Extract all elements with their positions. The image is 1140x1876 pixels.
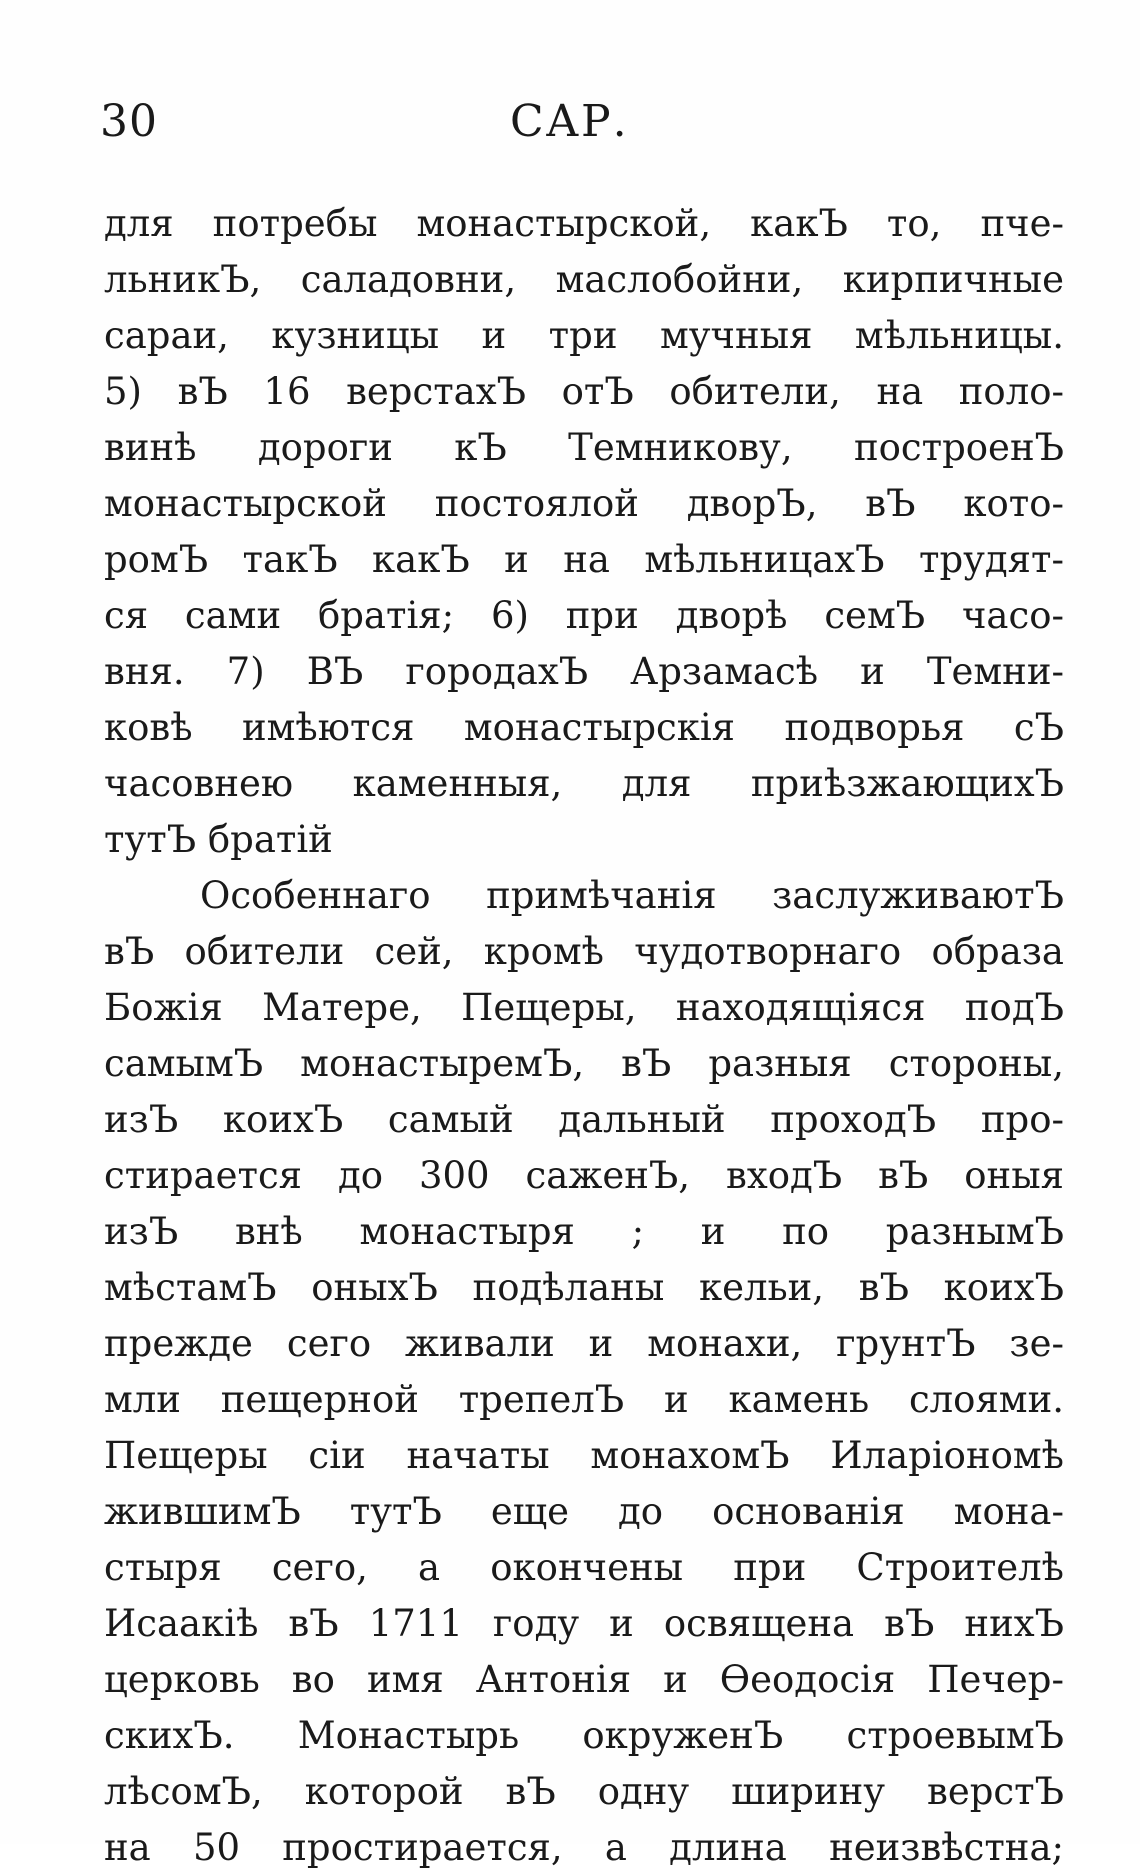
text-line: льникЪ, саладовни, маслобойни, кирпичные [104,258,1064,301]
text-line: на 50 простирается, а длина неизвѣстна; [104,1826,1064,1869]
text-line: вня. 7) ВЪ городахЪ Арзамасѣ и Темни- [104,650,1064,693]
text-line: изЪ внѣ монастыря ; и по разнымЪ [104,1210,1064,1253]
text-line: часовнею каменныя, для приѣзжающихЪ [104,762,1064,805]
body-text [104,196,1064,1876]
text-line: ся сами братія; 6) при дворѣ семЪ часо- [104,594,1064,637]
text-line: Божія Матере, Пещеры, находящіяся подЪ [104,986,1064,1029]
text-line: мли пещерной трепелЪ и камень слоями. [104,1378,1064,1421]
text-line: тутЪ братій [104,818,333,861]
text-line: стыря сего, а окончены при Строителѣ [104,1546,1064,1589]
text-line: ромЪ такЪ какЪ и на мѣльницахЪ трудят- [104,538,1064,581]
text-line: стирается до 300 саженЪ, входЪ вЪ оныя [104,1154,1064,1197]
text-line: Пещеры сіи начаты монахомЪ Иларіономѣ [104,1434,1064,1477]
text-line: сараи, кузницы и три мучныя мѣльницы. [104,314,1064,357]
paragraph-start-line: Особеннаго примѣчанія заслуживаютЪ [200,874,1064,917]
text-line: винѣ дороги кЪ Темникову, построенЪ [104,426,1064,469]
text-line: лѣсомЪ, которой вЪ одну ширину верстЪ [104,1770,1064,1813]
text-line: 5) вЪ 16 верстахЪ отЪ обители, на поло- [104,370,1064,413]
text-line: Исаакіѣ вЪ 1711 году и освящена вЪ нихЪ [104,1602,1064,1645]
text-line: скихЪ. Монастырь окруженЪ строевымЪ [104,1714,1064,1757]
text-line: прежде сего живали и монахи, грунтЪ зе- [104,1322,1064,1365]
text-line: вЪ обители сей, кромѣ чудотворнаго образа [104,930,1064,973]
text-line: изЪ коихЪ самый дальный проходЪ про- [104,1098,1064,1141]
text-line: мѣстамЪ оныхЪ подѣланы кельи, вЪ коихЪ [104,1266,1064,1309]
page-header [100,92,1050,152]
text-line: для потребы монастырской, какЪ то, пче- [104,202,1064,245]
running-head: САР. [510,96,629,147]
text-line: церковь во имя Антонія и Өеодосія Печер- [104,1658,1064,1701]
text-line: монастырской постоялой дворЪ, вЪ кото- [104,482,1064,525]
text-line: жившимЪ тутЪ еще до основанія мона- [104,1490,1064,1533]
text-line: самымЪ монастыремЪ, вЪ разныя стороны, [104,1042,1064,1085]
text-line: ковѣ имѣются монастырскія подворья сЪ [104,706,1064,749]
page-number: 30 [100,96,158,147]
